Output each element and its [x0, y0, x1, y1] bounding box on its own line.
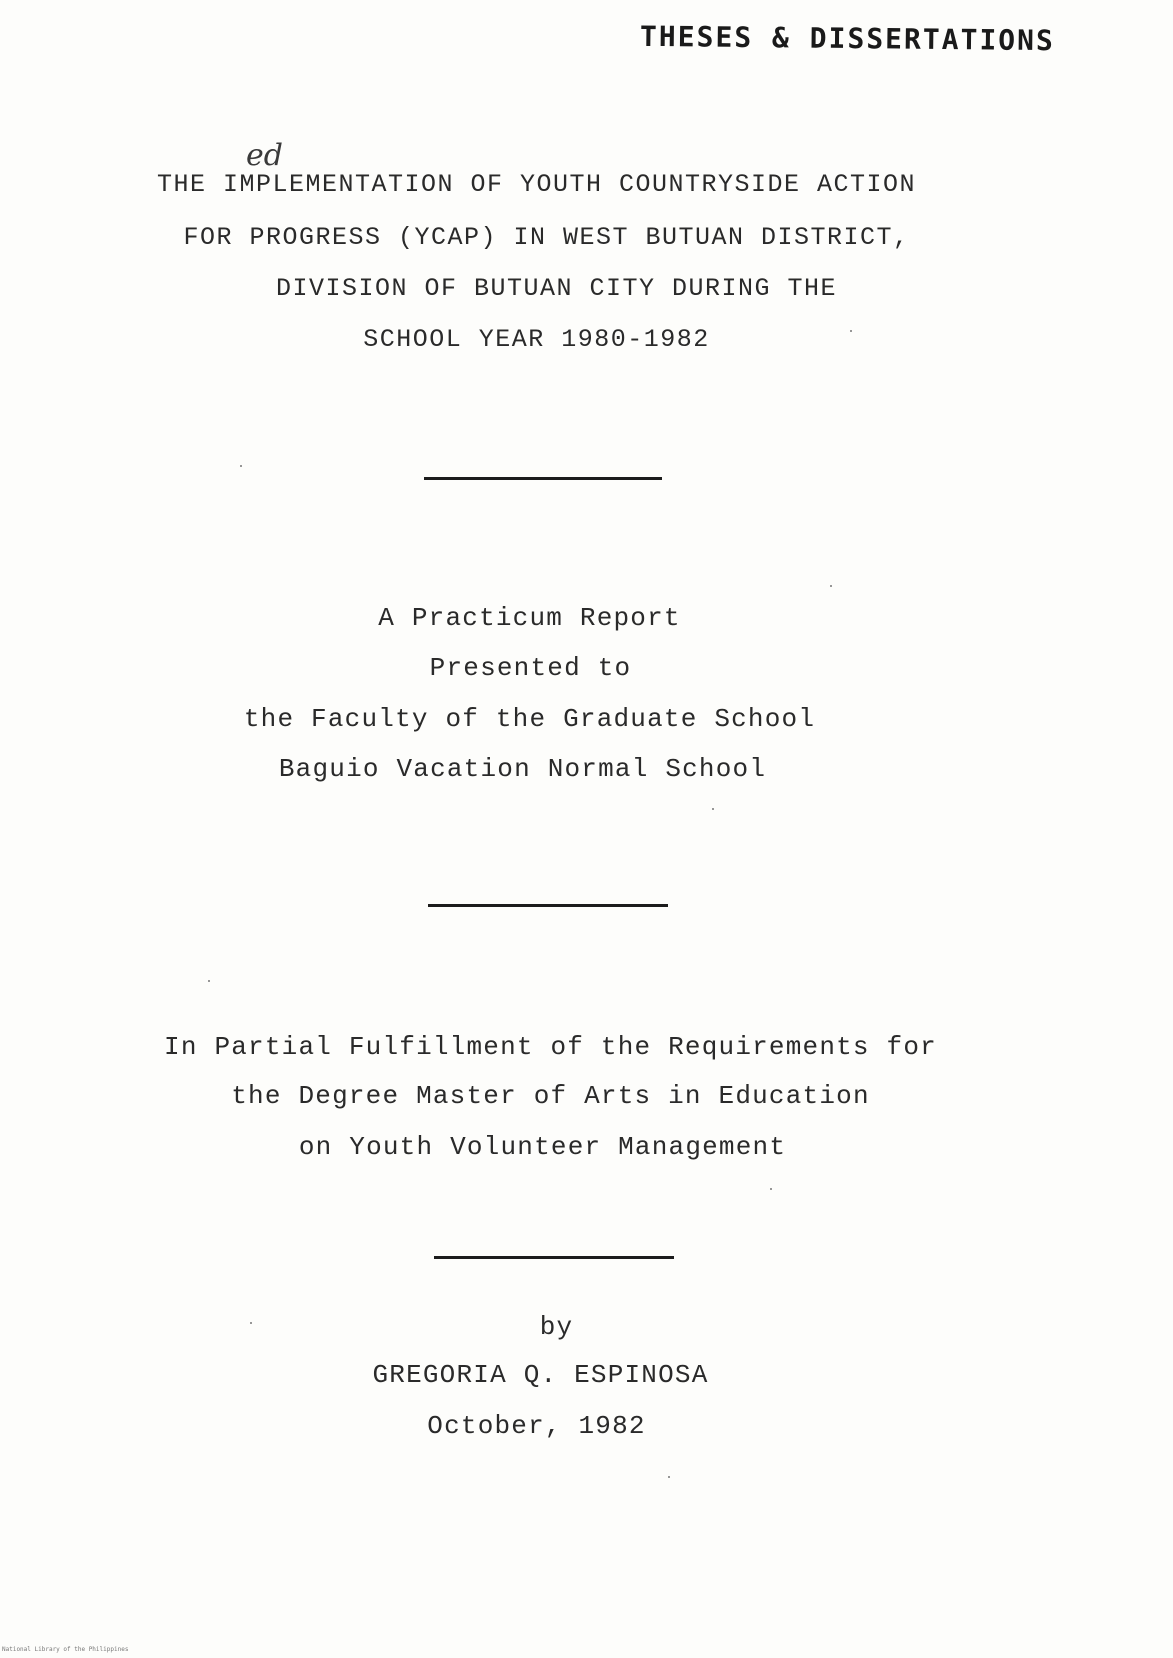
title-line-2: FOR PROGRESS (YCAP) IN WEST BUTUAN DISTRICT,: [183, 223, 910, 252]
collection-stamp: THESES & DISSERTATIONS: [639, 19, 1056, 58]
submission-date: October, 1982: [427, 1411, 646, 1441]
scan-speck: [208, 980, 210, 982]
divider-2: [428, 904, 668, 907]
scan-speck: [830, 585, 832, 587]
title-line-3: DIVISION OF BUTUAN CITY DURING THE: [275, 274, 838, 303]
scan-speck: [250, 1322, 252, 1324]
scan-speck: [770, 1188, 772, 1190]
scan-speck: [240, 465, 242, 467]
presentation-line-4: Baguio Vacation Normal School: [278, 754, 767, 784]
divider-1: [424, 477, 662, 480]
scan-speck: [850, 330, 852, 332]
title-line-1: THE IMPLEMENTATION OF YOUTH COUNTRYSIDE ACTION: [156, 170, 917, 199]
divider-3: [434, 1256, 674, 1259]
handwritten-annotation: ed: [246, 138, 283, 173]
byline: by: [539, 1312, 574, 1342]
fulfillment-line-2: the Degree Master of Arts in Education: [231, 1081, 870, 1111]
author-name: GREGORIA Q. ESPINOSA: [372, 1360, 709, 1390]
title-line-4: SCHOOL YEAR 1980-1982: [363, 325, 710, 354]
presentation-line-3: the Faculty of the Graduate School: [243, 704, 816, 734]
scan-speck: [668, 1476, 670, 1478]
fulfillment-line-3: on Youth Volunteer Management: [298, 1132, 787, 1162]
fulfillment-line-1: In Partial Fulfillment of the Requirements for: [164, 1032, 937, 1062]
presentation-line-1: A Practicum Report: [378, 603, 681, 633]
scan-footer: National Library of the Philippines: [2, 1646, 129, 1653]
presentation-line-2: Presented to: [429, 653, 632, 683]
scan-speck: [712, 808, 714, 810]
